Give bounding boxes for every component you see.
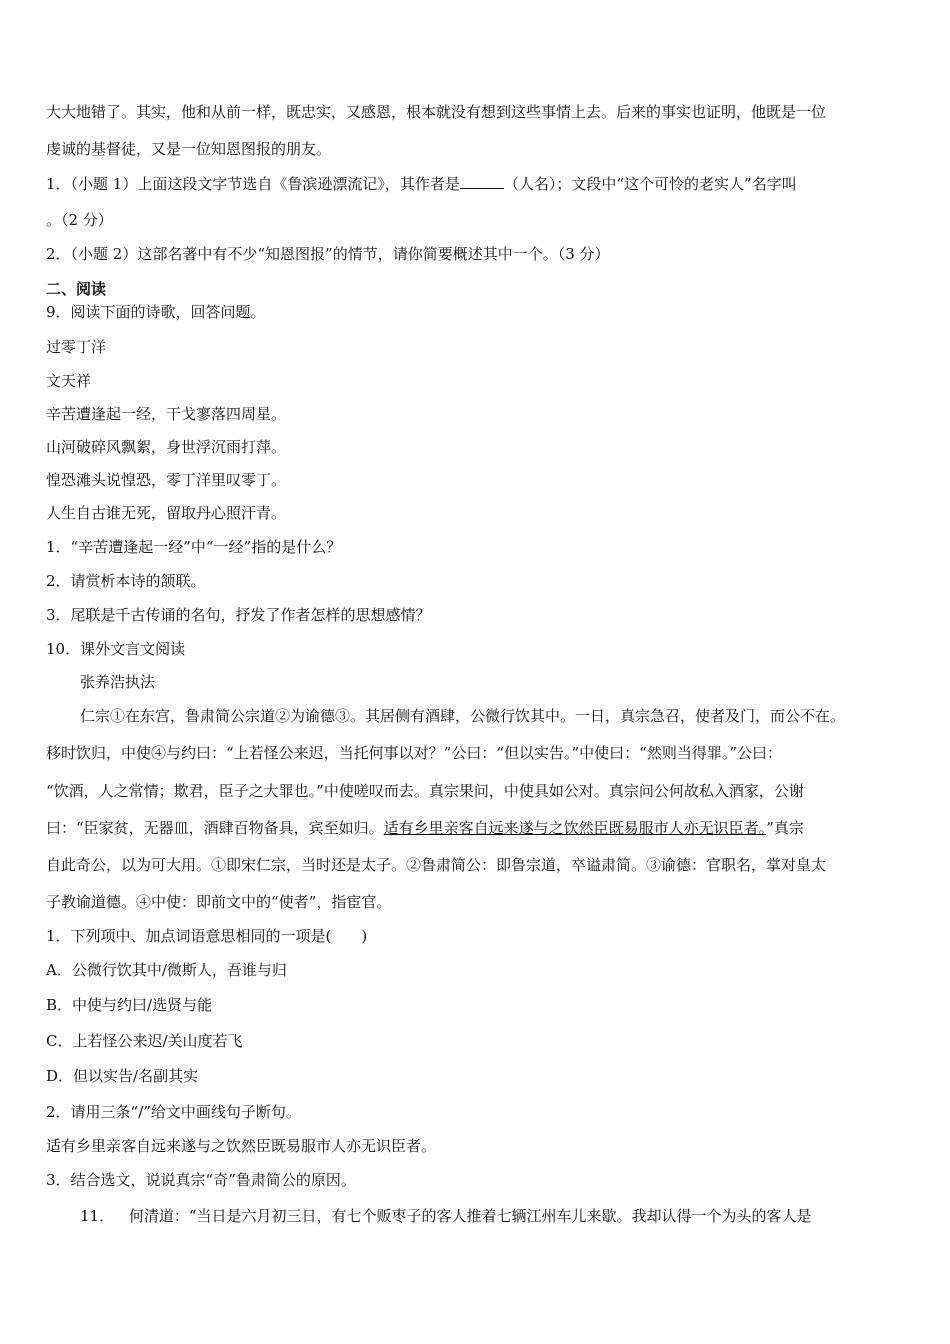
passage-line-4-pre: 曰：“臣家贫，无器皿，酒肆百物备具，宾至如归。 [46,819,384,837]
intro-line-1: 大大地错了。其实，他和从前一样，既忠实，又感恩，根本就没有想到这些事情上去。后来的事实也证明，他既是一位 [46,103,827,121]
passage-line-6: 子教谕道德。④中使：即前文中的“使者”，指宦官。 [46,893,392,911]
option-a: A．公微行饮其中/微斯人，吾谁与归 [46,961,287,979]
q8-question-1 [46,174,910,194]
q9-prompt: 9．阅读下面的诗歌，回答问题。 [46,303,266,321]
q8-q1-end: 。（2 分） [46,211,113,229]
q10-prompt: 10．课外文言文阅读 [46,640,186,658]
q10-question-2: 2．请用三条“/”给文中画线句子断句。 [46,1103,301,1121]
q10-question-3: 3．结合选文，说说真宗“奇”鲁肃简公的原因。 [46,1171,356,1189]
passage-line-1: 仁宗①在东宫，鲁肃简公宗道②为谕德③。其居侧有酒肆，公微行饮其中。一日，真宗急召，使者及门，而公不在。 [80,707,846,725]
passage-line-2: 移时饮归，中使④与约曰：“上若怪公来迟，当托何事以对？”公曰：“但以实告。”中使曰：“然则当得罪。”公曰： [46,744,783,762]
q8-question-2: 2．（小题 2）这部名著中有不少“知恩图报”的情节，请你简要概述其中一个。（3 分） [46,245,610,263]
underlined-sentence: 适有乡里亲客自远来遂与之饮然臣既易服市人亦无识臣者。 [383,819,767,837]
poem-line-4: 人生自古谁无死，留取丹心照汗青。 [46,504,287,522]
q11-number: 11． [80,1207,115,1225]
passage-title: 张养浩执法 [80,673,156,691]
q8-q1-pre: 1．（小题 1）上面这段文字节选自《鲁滨逊漂流记》，其作者是 [46,175,460,193]
poem-title: 过零丁洋 [46,338,107,356]
q10-q2-sentence: 适有乡里亲客自远来遂与之饮然臣既易服市人亦无识臣者。 [46,1137,437,1155]
option-c: C．上若怪公来迟/关山度若飞 [46,1032,243,1050]
q11-text: 何清道：“当日是六月初三日，有七个贩枣子的客人推着七辆江州车儿来歇。我却认得一个为头的客人是 [128,1207,812,1225]
q9-question-2: 2．请赏析本诗的颔联。 [46,572,206,590]
passage-line-4 [46,818,910,838]
poem-line-3: 惶恐滩头说惶恐，零丁洋里叹零丁。 [46,471,287,489]
q9-question-3: 3．尾联是千古传诵的名句，抒发了作者怎样的思想感情？ [46,606,431,624]
option-d: D．但以实告/名副其实 [46,1067,199,1085]
passage-line-3: “饮酒，人之常情；欺君，臣子之大罪也。”中使嗟叹而去。真宗果问，中使具如公对。真宗问公何故私入酒家，公谢 [46,782,804,800]
q11-line [80,1206,910,1226]
passage-line-5: 自此奇公，以为可大用。①即宋仁宗，当时还是太子。②鲁肃简公：即鲁宗道，卒谥肃简。③谕德：官职名，掌对皇太 [46,856,827,874]
poem-line-1: 辛苦遭逢起一经，干戈寥落四周星。 [46,405,287,423]
answer-blank[interactable] [460,174,504,189]
option-b: B．中使与约曰/选贤与能 [46,996,213,1014]
poem-line-2: 山河破碎风飘絮，身世浮沉雨打萍。 [46,438,287,456]
passage-line-4-post: ”真宗 [766,819,804,837]
poem-author: 文天祥 [46,372,92,390]
q9-question-1: 1．“辛苦遭逢起一经”中“一经”指的是什么？ [46,538,342,556]
section-title: 二、阅读 [46,280,107,298]
q10-question-1: 1．下列项中、加点词语意思相同的一项是( ) [46,927,368,945]
q8-q1-post: （人名）；文段中“这个可怜的老实人”名字叫 [503,175,797,193]
intro-line-2: 虔诚的基督徒，又是一位知恩图报的朋友。 [46,140,332,158]
